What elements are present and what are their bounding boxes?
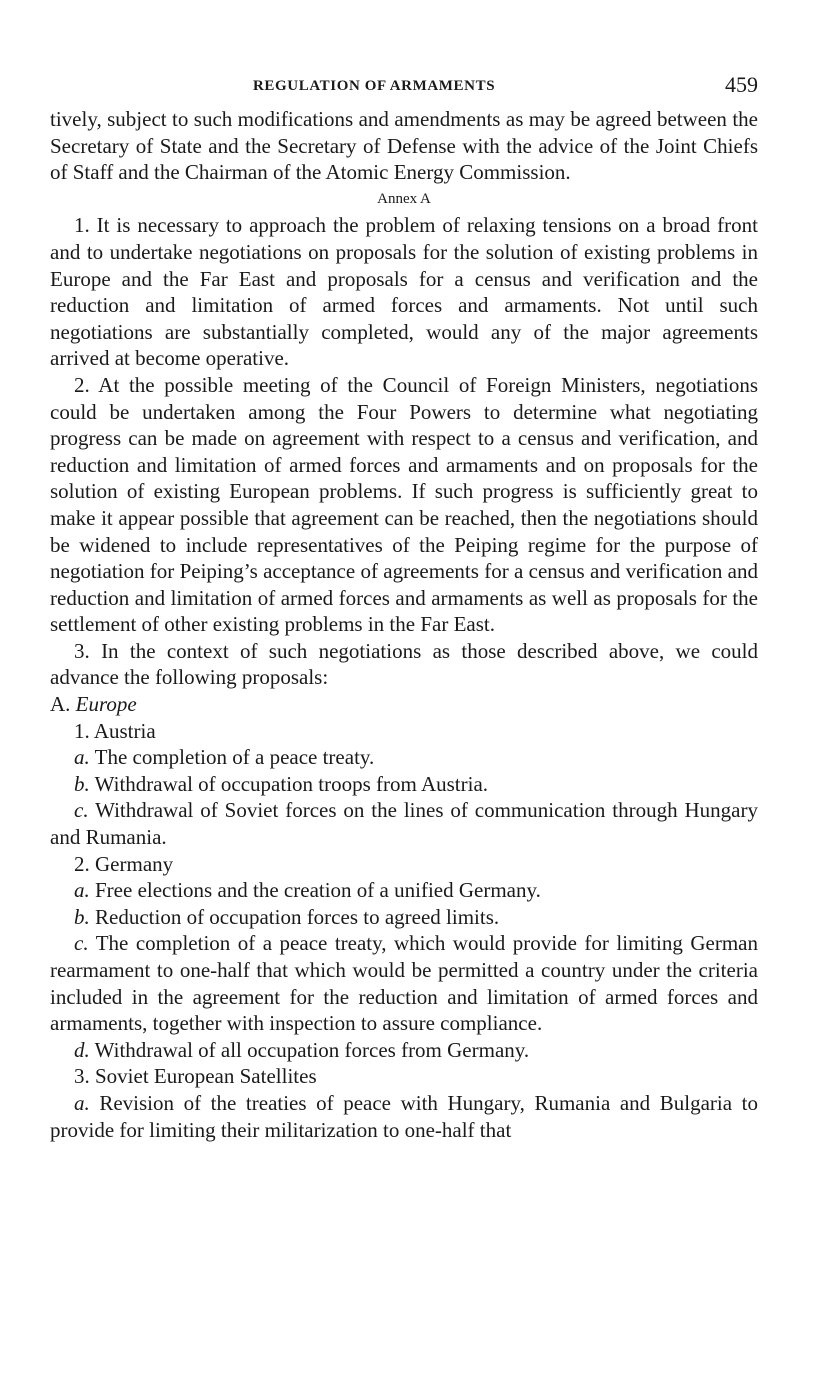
item-letter: a. bbox=[74, 1090, 90, 1115]
item-letter: a. bbox=[74, 878, 90, 903]
document-page bbox=[50, 70, 758, 1143]
list-item bbox=[50, 877, 758, 904]
section-heading-europe bbox=[50, 691, 758, 718]
list-item bbox=[50, 904, 758, 931]
item-text: Withdrawal of Soviet forces on the lines of communication through Hungary and Rumania. bbox=[50, 798, 758, 850]
item-text: The completion of a peace treaty, which would provide for limiting German rearmament to one-half that which would be permitted a country under the criteria included in the agreement for the reduction and limitation of armed forces and armaments, together with inspection to assure compliance. bbox=[50, 931, 758, 1036]
running-title: REGULATION OF ARMAMENTS bbox=[253, 78, 496, 94]
item-letter: a. bbox=[74, 745, 90, 770]
list-item bbox=[50, 771, 758, 798]
list-item bbox=[50, 930, 758, 1036]
item-text: Revision of the treaties of peace with Hungary, Rumania and Bulgaria to provide for limiting their militarization to one-half that bbox=[50, 1090, 758, 1142]
country-heading-soviet-satellites: 3. Soviet European Satellites bbox=[74, 1064, 317, 1089]
item-text: The completion of a peace treaty. bbox=[94, 745, 375, 770]
section-letter: A. bbox=[50, 692, 71, 717]
paragraph-2: 2. At the possible meeting of the Council of Foreign Ministers, negotiations could be undertaken among the Four Powers to determine what negotiating progress can be made on agreement with respect to a census and verification, and reduction and limitation of armed forces and armaments and on proposals for the solution of existing European problems. If such progress is sufficiently great to make it appear possible that agreement can be reached, then the negotiations should be widened to include representatives of the Peiping regime for the purpose of negotiation for Peiping’s acceptance of agreements for a census and verification and reduction and limitation of armed forces and armaments as well as proposals for the settlement of other existing problems in the Far East. bbox=[50, 372, 758, 637]
list-item bbox=[50, 1090, 758, 1143]
country-heading-germany: 2. Germany bbox=[74, 851, 174, 876]
list-item bbox=[50, 797, 758, 850]
item-text: Reduction of occupation forces to agreed limits. bbox=[95, 904, 500, 929]
country-heading-austria: 1. Austria bbox=[74, 718, 156, 743]
item-letter: d. bbox=[74, 1037, 90, 1062]
item-letter: b. bbox=[74, 904, 90, 929]
paragraph-3: 3. In the context of such negotiations as those described above, we could advance the following proposals: bbox=[50, 638, 758, 690]
item-text: Withdrawal of all occupation forces from Germany. bbox=[94, 1037, 530, 1062]
item-text: Withdrawal of occupation troops from Austria. bbox=[94, 771, 489, 796]
item-letter: c. bbox=[74, 931, 89, 956]
list-item bbox=[50, 744, 758, 771]
opening-paragraph: tively, subject to such modifications and amendments as may be agreed between the Secretary of State and the Secretary of Defense with the advice of the Joint Chiefs of Staff and the Chairman of the Atomic Energy Commission. bbox=[50, 107, 758, 185]
running-header bbox=[50, 70, 758, 106]
section-name: Europe bbox=[75, 692, 137, 717]
body-text bbox=[50, 106, 758, 1143]
item-letter: c. bbox=[74, 798, 89, 823]
paragraph-1: 1. It is necessary to approach the problem of relaxing tensions on a broad front and to undertake negotiations on proposals for the solution of existing problems in Europe and the Far East and proposals for a census and verification and the reduction and limitation of armed forces and armaments. Not until such negotiations are substantially completed, would any of the major agreements arrived at become operative. bbox=[50, 213, 758, 371]
item-text: Free elections and the creation of a unified Germany. bbox=[95, 878, 541, 903]
page-number: 459 bbox=[725, 72, 758, 97]
item-letter: b. bbox=[74, 771, 90, 796]
annex-title: Annex A bbox=[377, 190, 431, 207]
list-item bbox=[50, 1037, 758, 1064]
